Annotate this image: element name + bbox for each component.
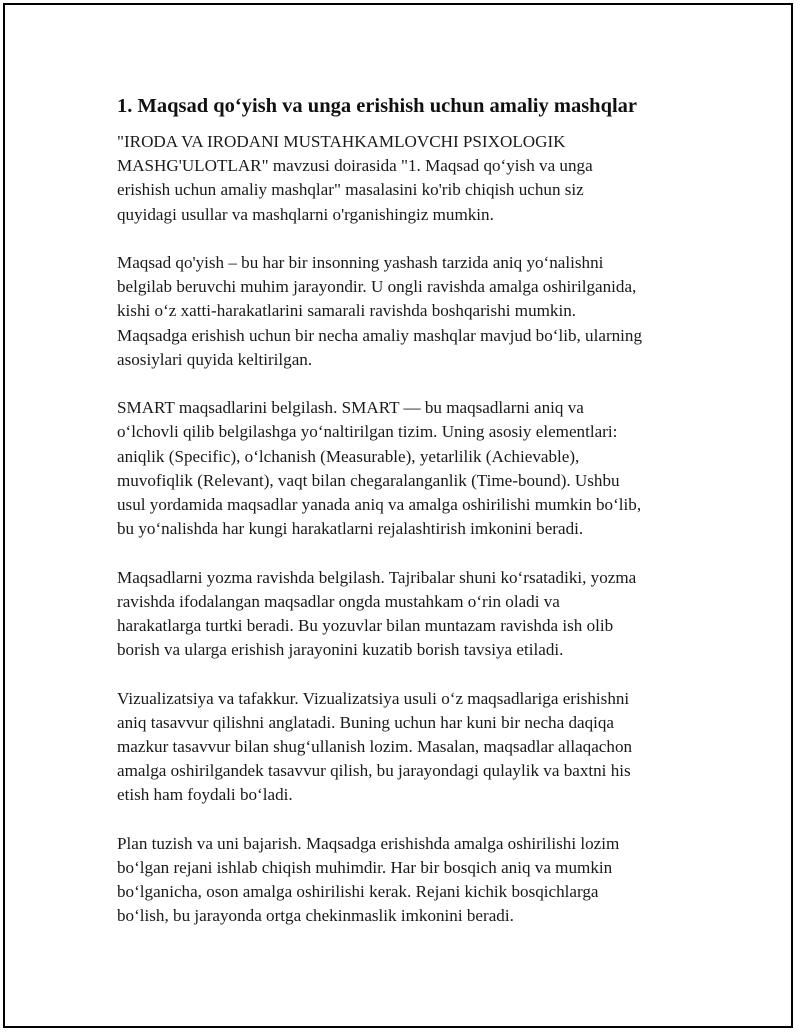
text-line: amalga oshirilgandek tasavvur qilish, bu jarayondagi qulaylik va baxtni his	[117, 761, 631, 781]
text-line: quyidagi usullar va mashqlarni o'rganishingiz mumkin.	[117, 204, 494, 224]
text-line: asosiylari quyida keltirilgan.	[117, 349, 313, 369]
text-line: usul yordamida maqsadlar yanada aniq va amalga oshirilishi mumkin bo‘lib,	[117, 495, 642, 515]
paragraph-planning	[117, 832, 697, 929]
text-line: borish va ularga erishish jarayonini kuzatib borish tavsiya etiladi.	[117, 640, 564, 660]
text-line: bo‘lgan rejani ishlab chiqish muhimdir. Har bir bosqich aniq va mumkin	[117, 858, 613, 878]
text-line: "IRODA VA IRODANI MUSTAHKAMLOVCHI PSIXOLOGIK	[117, 132, 566, 151]
text-line: aniqlik (Specific), o‘lchanish (Measurable), yetarlilik (Achievable),	[117, 446, 580, 466]
text-line: Plan tuzish va uni bajarish. Maqsadga erishishda amalga oshirilishi lozim	[117, 833, 620, 853]
text-line: MASHG'ULOTLAR" mavzusi doirasida "1. Maqsad qo‘yish va unga	[117, 156, 593, 176]
section-heading: 1. Maqsad qo‘yish va unga erishish uchun amaliy mashqlar	[117, 95, 638, 117]
text-line: belgilab beruvchi muhim jarayondir. U ongli ravishda amalga oshirilganida,	[117, 277, 637, 297]
text-line: bu yo‘nalishda har kungi harakatlarni rejalashtirish imkonini beradi.	[117, 519, 584, 539]
document-body	[117, 92, 697, 953]
paragraph-goal-setting	[117, 251, 697, 372]
text-line: aniq tasavvur qilishni anglatadi. Buning uchun har kuni bir necha daqiqa	[117, 712, 615, 732]
paragraph-smart	[117, 396, 697, 541]
text-line: Maqsadlarni yozma ravishda belgilash. Tajribalar shuni ko‘rsatadiki, yozma	[117, 567, 637, 587]
text-line: mazkur tasavvur bilan shug‘ullanish lozim. Masalan, maqsadlar allaqachon	[117, 737, 633, 757]
text-line: Maqsadga erishish uchun bir necha amaliy mashqlar mavjud bo‘lib, ularning	[117, 325, 643, 345]
paragraph-visualization	[117, 687, 697, 808]
text-line: etish ham foydali bo‘ladi.	[117, 785, 293, 805]
paragraph-intro	[117, 130, 697, 227]
text-line: erishish uchun amaliy mashqlar" masalasini ko'rib chiqish uchun siz	[117, 180, 584, 200]
text-line: Vizualizatsiya va tafakkur. Vizualizatsiya usuli o‘z maqsadlariga erishishni	[117, 688, 630, 708]
text-line: bo‘lish, bu jarayonda ortga chekinmaslik imkonini beradi.	[117, 906, 514, 926]
paragraph-written-goals	[117, 566, 697, 663]
text-line: Maqsad qo'yish – bu har bir insonning yashash tarzida aniq yo‘nalishni	[117, 253, 604, 272]
text-line: ravishda ifodalangan maqsadlar ongda mustahkam o‘rin oladi va	[117, 591, 560, 611]
text-line: kishi o‘z xatti-harakatlarini samarali ravishda boshqarishi mumkin.	[117, 301, 577, 321]
text-line: o‘lchovli qilib belgilashga yo‘naltirilgan tizim. Uning asosiy elementlari:	[117, 422, 618, 442]
text-line: harakatlarga turtki beradi. Bu yozuvlar bilan muntazam ravishda ish olib	[117, 616, 614, 636]
text-line: muvofiqlik (Relevant), vaqt bilan chegaralanganlik (Time-bound). Ushbu	[117, 470, 620, 490]
text-line: SMART maqsadlarini belgilash. SMART — bu maqsadlarni aniq va	[117, 398, 584, 418]
text-line: bo‘lganicha, oson amalga oshirilishi kerak. Rejani kichik bosqichlarga	[117, 882, 599, 902]
